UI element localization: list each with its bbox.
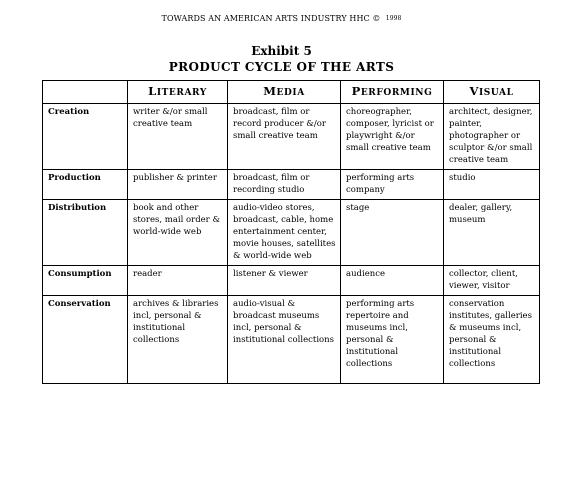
table-cell: performing arts repertoire and museums incl, personal & institutional collections	[341, 296, 444, 384]
table-cell: writer &/or small creative team	[128, 104, 228, 170]
table-row-creation	[43, 104, 540, 170]
row-label: Production	[43, 170, 128, 200]
table-row-consumption	[43, 266, 540, 296]
row-label: Conservation	[43, 296, 128, 384]
table-cell: archives & libraries incl, personal & institutional collections	[128, 296, 228, 384]
header-text: TOWARDS AN AMERICAN ARTS INDUSTRY HHC ©	[161, 14, 381, 23]
table-cell: reader	[128, 266, 228, 296]
page-title: PRODUCT CYCLE OF THE ARTS	[168, 60, 395, 74]
row-label: Distribution	[43, 200, 128, 266]
table-cell: collector, client, viewer, visitor	[444, 266, 540, 296]
table-row-production	[43, 170, 540, 200]
table-row-conservation	[43, 296, 540, 384]
row-label: Creation	[43, 104, 128, 170]
table-header-row	[43, 81, 540, 104]
product-cycle-table	[42, 80, 540, 384]
table-cell: performing arts company	[341, 170, 444, 200]
row-label: Consumption	[43, 266, 128, 296]
table-cell: listener & viewer	[228, 266, 341, 296]
table-cell: stage	[341, 200, 444, 266]
column-header-performing: PERFORMING	[341, 81, 444, 104]
header-year: 1998	[385, 15, 402, 22]
corner-cell	[43, 81, 128, 104]
exhibit-label: Exhibit 5	[251, 44, 312, 58]
table-cell: architect, designer, painter, photographer or sculptor &/or small creative team	[444, 104, 540, 170]
table-cell: studio	[444, 170, 540, 200]
table-row-distribution	[43, 200, 540, 266]
table-cell: audio-video stores, broadcast, cable, home entertainment center, movie houses, satellites & world-wide web	[228, 200, 341, 266]
column-header-media: MEDIA	[228, 81, 341, 104]
column-header-literary: LITERARY	[128, 81, 228, 104]
table-cell: audio-visual & broadcast museums incl, personal & institutional collections	[228, 296, 341, 384]
table-cell: broadcast, film or record producer &/or small creative team	[228, 104, 341, 170]
column-header-visual: VISUAL	[444, 81, 540, 104]
table-cell: choreographer, composer, lyricist or playwright &/or small creative team	[341, 104, 444, 170]
document-header	[0, 14, 563, 23]
table-cell: audience	[341, 266, 444, 296]
table-cell: book and other stores, mail order & world-wide web	[128, 200, 228, 266]
table-cell: broadcast, film or recording studio	[228, 170, 341, 200]
table-cell: publisher & printer	[128, 170, 228, 200]
table-cell: dealer, gallery, museum	[444, 200, 540, 266]
table-cell: conservation institutes, galleries & museums incl, personal & institutional collections	[444, 296, 540, 384]
